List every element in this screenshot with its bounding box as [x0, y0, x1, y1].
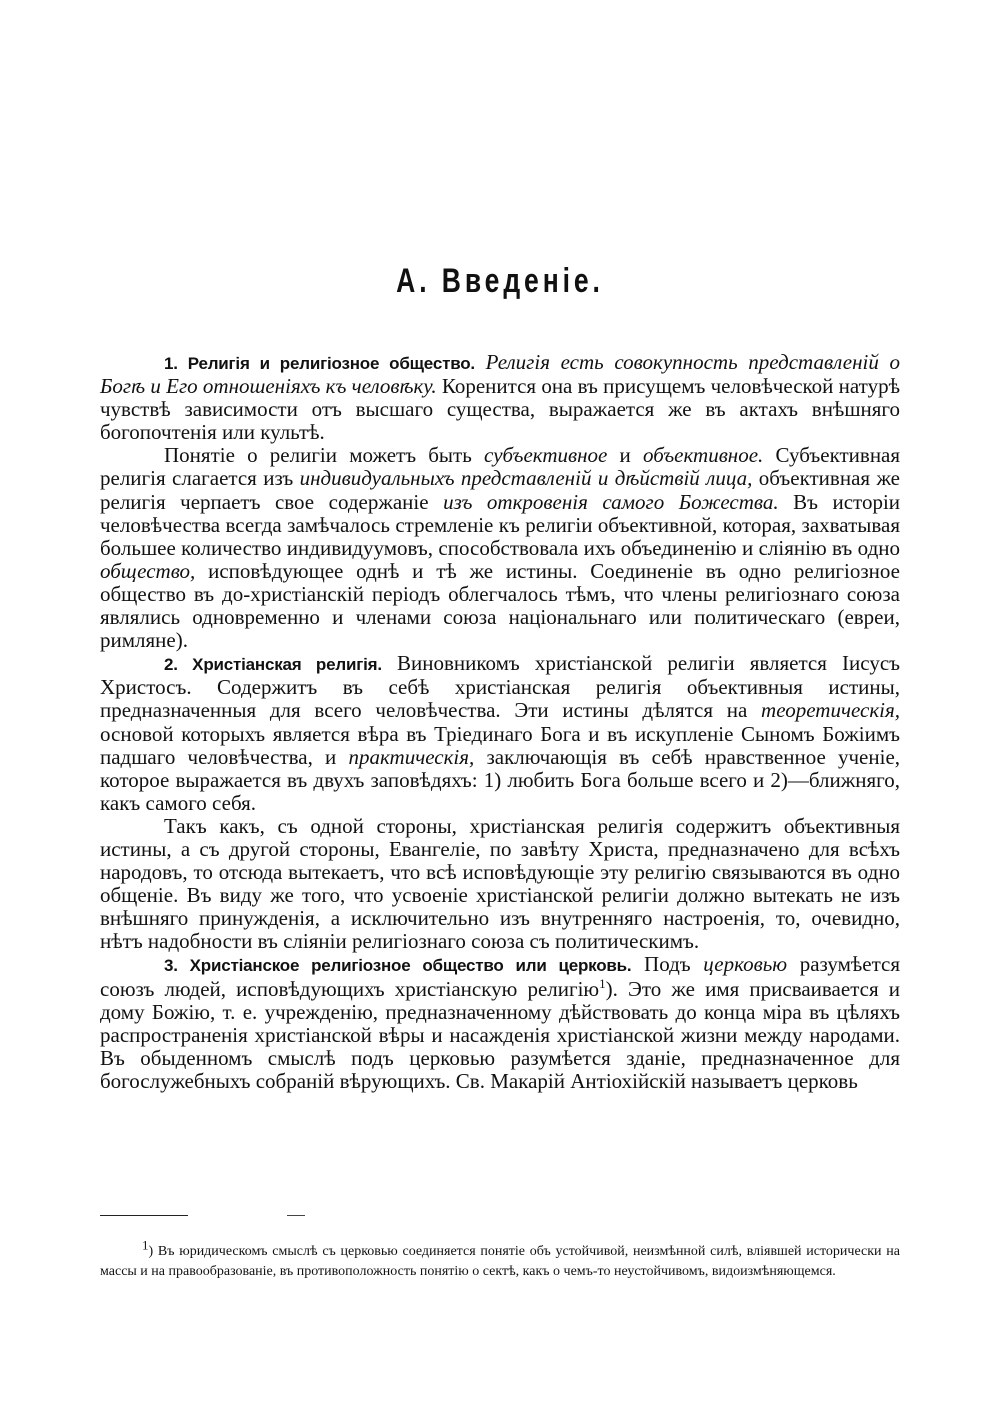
section-1-title: 1. Религія и религіозное общество.	[164, 354, 475, 373]
footnote-separator	[100, 1215, 188, 1216]
text-run: и	[619, 443, 631, 468]
section-2-paragraph-2: Такъ какъ, съ одной стороны, христіанская религія содержитъ объективныя истины, а съ другой стороны, Евангеліе, по завѣту Христа, предназначено для всѣхъ народовъ, то отсюда вытекаетъ, что всѣ исповѣдующіе эту религію связываются въ одно общеніе. Въ виду же того, что усвоеніе христіанской религіи должно вытекать не изъ внѣшняго принужденія, а исключительно изъ внутренняго настроенія, то, очевидно, нѣтъ надобности въ сліяніи религіознаго союза съ политическимъ.	[100, 813, 900, 954]
section-1-text: Коренится она въ присущемъ человѣческой натурѣ чувствѣ зависимости отъ высшаго существа, выражается же въ актахъ внѣшняго богопочтенія или культѣ.	[100, 374, 900, 445]
footnote-separator-dash	[287, 1215, 305, 1216]
text-run: Виновникомъ христіанской религіи является Іисусъ Христосъ. Содержитъ въ себѣ христіанская религія объективныя истины, предназначенныя для всего человѣчества. Эти истины дѣлятся на	[100, 651, 900, 723]
religion-definition: Религія есть совокупность представленій о Богѣ и Его отношеніяхъ къ человѣку.	[100, 350, 901, 399]
page-heading: А. Введеніе.	[396, 262, 604, 300]
section-2-paragraph-1	[100, 652, 900, 815]
section-1-paragraph-1	[100, 351, 900, 444]
term-practical: практическія,	[348, 744, 475, 769]
footnote-mark: 1	[142, 1237, 149, 1253]
text-run: Понятіе о религіи можетъ быть	[164, 443, 472, 468]
section-2-title: 2. Христіанская религія.	[164, 655, 382, 675]
text-run: объективная же религія черпаетъ свое содержаніе	[100, 466, 900, 514]
term-individual: индивидуальныхъ представленій и дѣйствій лица,	[299, 466, 753, 491]
section-3-paragraph-1	[100, 953, 900, 1093]
main-text	[100, 351, 900, 1093]
section-1-paragraph-2	[100, 444, 900, 652]
text-run: Субъективная религія слагается изъ	[100, 443, 901, 491]
term-objective: объективное.	[643, 443, 764, 468]
term-church: церковью	[703, 952, 788, 977]
text-run: заключающія въ себѣ нравственное ученіе, которое выражается въ двухъ заповѣдяхъ: 1) любить Бога больше всего и 2)—ближняго, какъ самого себя.	[100, 744, 901, 815]
text-run: Подъ	[644, 952, 691, 977]
term-theoretical: теоретическія,	[761, 698, 901, 723]
footnote-text: ) Въ юридическомъ смыслѣ съ церковью соединяется понятіе объ устойчивой, неизмѣнной силѣ, вліявшей исторически на массы и на правообразованіе, въ противоположность понятію о сектѣ, какъ о чемъ-то неустойчивомъ, видоизмѣняющемся.	[100, 1244, 900, 1279]
footnote-reference[interactable]: 1	[599, 975, 606, 991]
term-subjective: субъективное	[484, 443, 608, 468]
term-revelation: изъ откровенія самого Божества.	[443, 489, 779, 514]
text-run: исповѣдующее однѣ и тѣ же истины. Соединеніе въ одно религіозное общество въ до-христіанскій періодъ облегчалось тѣмъ, что члены религіознаго союза являлись одновременно и членами союза національнаго или политическаго (евреи, римляне).	[100, 558, 900, 653]
text-run: Въ исторіи человѣчества всегда замѣчалось стремленіе къ религіи объективной, которая, захватывая большее количество индивидуумовъ, способствовала ихъ объединенію и сліянію въ одно	[100, 489, 901, 560]
text-run: разумѣется союзъ людей, исповѣдующихъ христіанскую религію	[100, 952, 901, 1001]
term-society: общество,	[100, 558, 196, 583]
text-run: ). Это же имя присваивается и дому Божію, т. е. учрежденію, предназначенному дѣйствовать до конца міра въ цѣляхъ распространенія христіанской вѣры и насажденія христіанской жизни между народами. Въ обыденномъ смыслѣ подъ церковью разумѣется зданіе, предназначенное для богослужебныхъ собраній вѣрующихъ. Св. Макарій Антіохійскій называетъ церковь	[100, 976, 900, 1093]
text-run: основой которыхъ является вѣра въ Тріединаго Бога и въ искупленіе Сыномъ Божіимъ падшаго человѣчества, и	[100, 721, 900, 769]
section-3-title: 3. Христіанское религіозное общество или церковь.	[164, 956, 632, 976]
footnote	[100, 1237, 900, 1282]
